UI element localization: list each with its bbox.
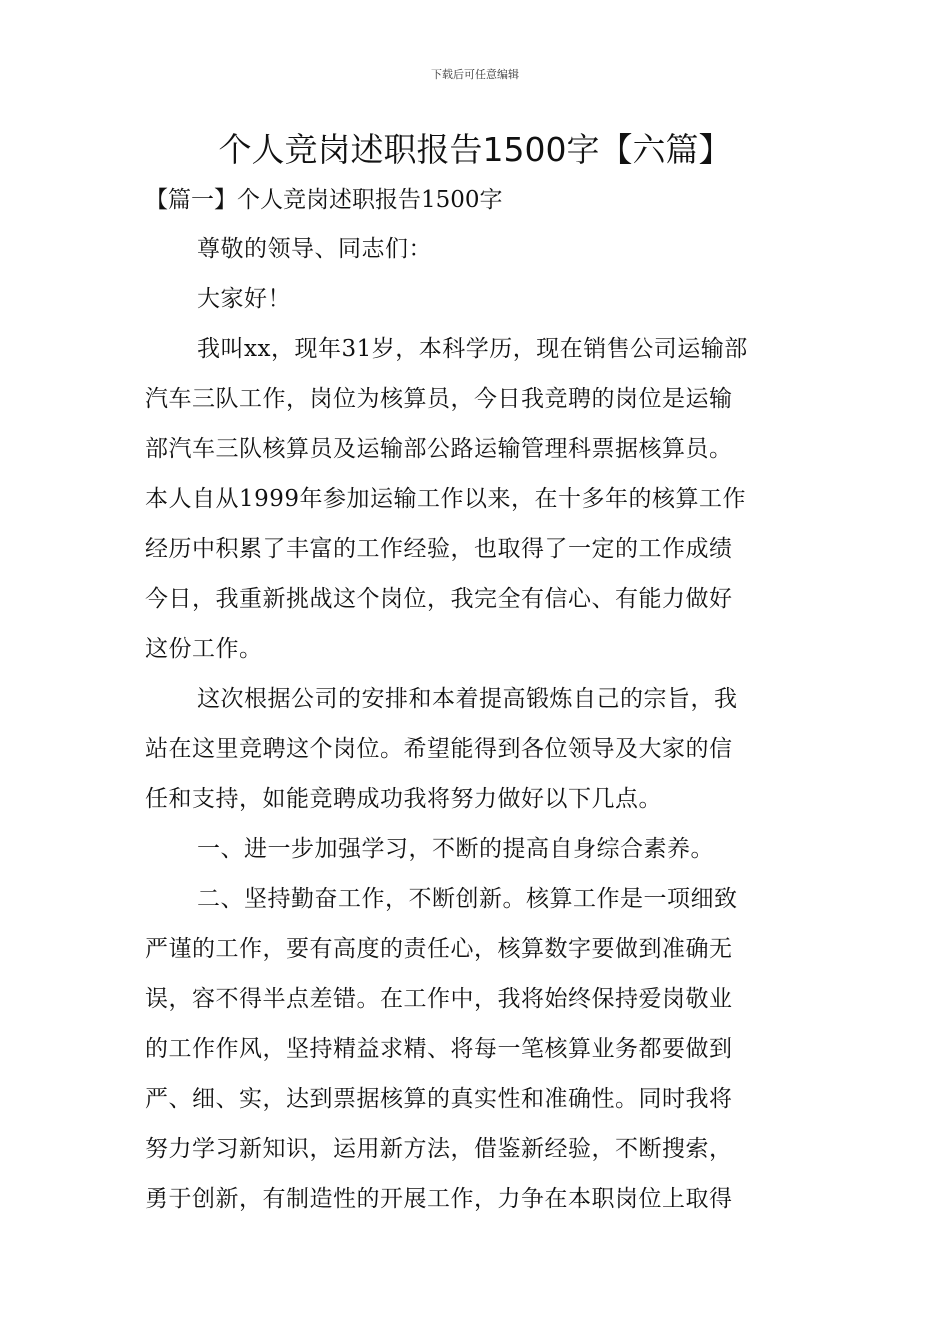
body-line: 经历中积累了丰富的工作经验，也取得了一定的工作成绩 [145,536,733,562]
body-line: 这次根据公司的安排和本着提高锻炼自己的宗旨，我 [197,686,738,712]
body-line: 部汽车三队核算员及运输部公路运输管理科票据核算员。 [145,436,733,462]
body-line: 的工作作风，坚持精益求精、将每一笔核算业务都要做到 [145,1036,733,1062]
body-line: 任和支持，如能竞聘成功我将努力做好以下几点。 [145,786,662,812]
document-title: 个人竞岗述职报告1500字【六篇】 [218,130,732,169]
body-line: 严、细、实，达到票据核算的真实性和准确性。同时我将 [145,1086,733,1112]
body-line: 二、坚持勤奋工作，不断创新。核算工作是一项细致 [197,886,738,912]
body-line: 站在这里竞聘这个岗位。希望能得到各位领导及大家的信 [145,736,733,762]
body-line: 误，容不得半点差错。在工作中，我将始终保持爱岗敬业 [145,986,733,1012]
body-line: 汽车三队工作，岗位为核算员，今日我竞聘的岗位是运输 [145,386,733,412]
body-line: 本人自从1999年参加运输工作以来，在十多年的核算工作 [145,486,747,512]
body-text [145,224,815,1224]
body-line: 大家好！ [197,286,291,312]
body-line: 我叫xx，现年31岁，本科学历，现在销售公司运输部 [197,336,748,362]
body-line: 努力学习新知识，运用新方法，借鉴新经验，不断搜索， [145,1136,733,1162]
section-heading: 【篇一】个人竞岗述职报告1500字 [145,187,503,213]
body-line: 尊敬的领导、同志们： [197,236,432,262]
body-line: 严谨的工作，要有高度的责任心，核算数字要做到准确无 [145,936,733,962]
body-line: 一、进一步加强学习，不断的提高自身综合素养。 [197,836,714,862]
body-line: 今日，我重新挑战这个岗位，我完全有信心、有能力做好 [145,586,733,612]
header-note: 下载后可任意编辑 [431,68,519,81]
body-line: 这份工作。 [145,636,263,662]
body-line: 勇于创新，有制造性的开展工作，力争在本职岗位上取得 [145,1186,733,1212]
